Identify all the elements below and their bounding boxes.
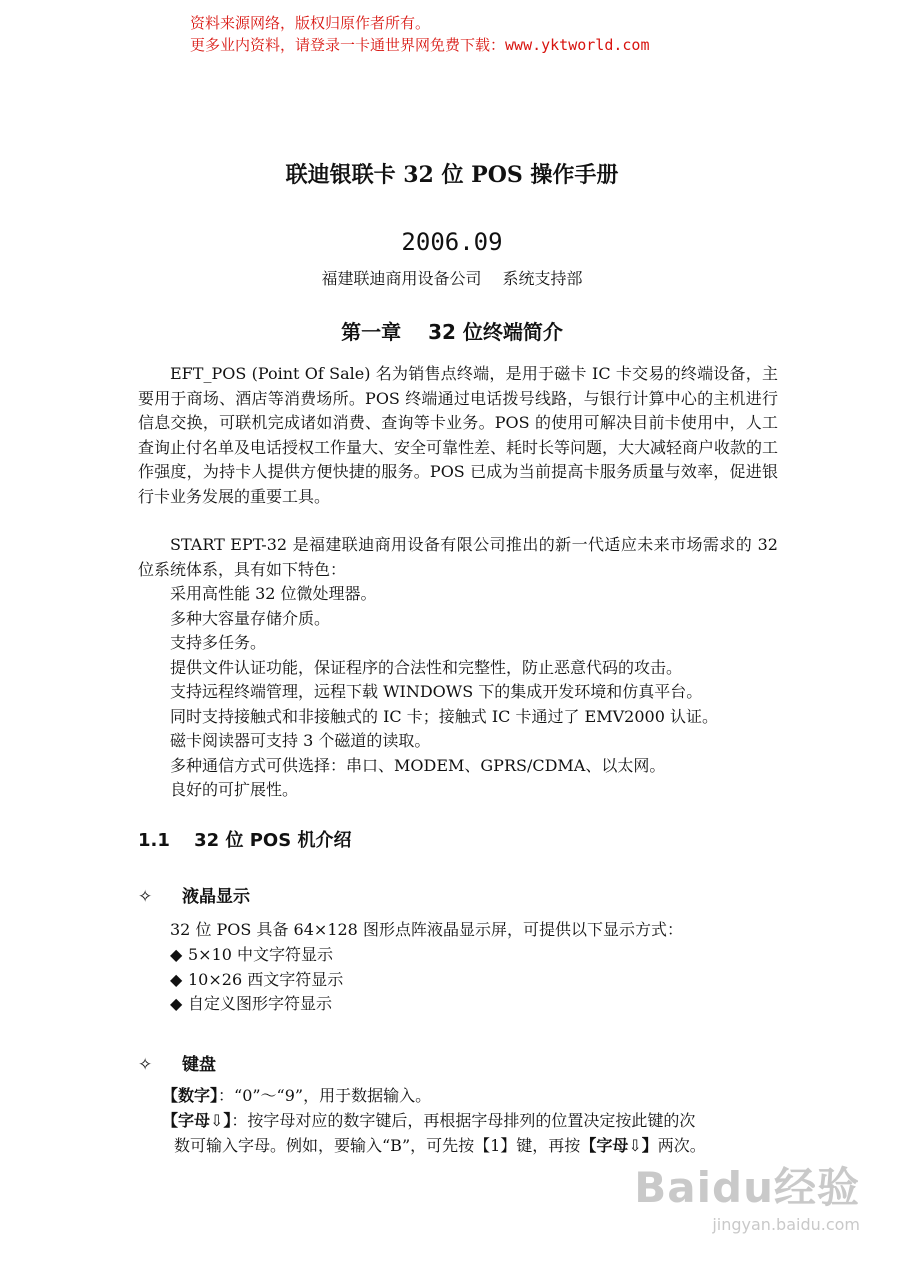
intro-text: EFT_POS (Point Of Sale) 名为销售点终端，是用于磁卡 IC 卡交易的终端设备，主要用于商场、酒店等消费场所。POS 终端通过电话拨号线路，与银行计算中心的主机进行信息交换，可联机完成诸如消费、查询等卡业务。POS 的使用可解决目前卡使用中，人工查询止付名单及电话授权工作量大、安全可靠性差、耗时长等问题，大大减轻商户收款的工作强度，为持卡人提供方便快捷的服务。POS 已成为当前提高卡服务质量与效率，促进银行卡业务发展的重要工具。 (138, 364, 779, 506)
number-key-line (162, 1084, 431, 1109)
diamond-outline-icon: ✧ (138, 1055, 153, 1075)
bullet-diamond-icon: ◆ (170, 945, 183, 964)
alpha-key-desc: ：按字母对应的数字键后，再根据字母排列的位置决定按此键的次 (231, 1111, 696, 1130)
lcd-description: 32 位 POS 具备 64×128 图形点阵液晶显示屏，可提供以下显示方式： (170, 920, 683, 939)
feature-item: 多种大容量存储介质。 (170, 608, 331, 628)
number-key-desc: ：“0”～“9”，用于数据输入。 (218, 1086, 432, 1105)
bullet-diamond-icon: ◆ (170, 969, 183, 989)
keyboard-heading-label: 键盘 (182, 1055, 216, 1075)
list-item (170, 968, 343, 993)
alpha-key-line-2 (174, 1134, 706, 1159)
list-item (170, 992, 343, 1017)
diamond-outline-icon: ✧ (138, 887, 153, 907)
feature-item: 良好的可扩展性。 (170, 780, 299, 799)
feature-item: 提供文件认证功能，保证程序的合法性和完整性，防止恶意代码的攻击。 (170, 657, 683, 677)
baidu-jingyan-watermark (634, 1155, 860, 1234)
number-key-label: 【数字】 (162, 1086, 219, 1105)
bullet-diamond-icon: ◆ (170, 994, 183, 1013)
lcd-mode-label: 5×10 中文字符显示 (188, 945, 334, 964)
document-date: 2006.09 (401, 228, 503, 256)
feature-item: 采用高性能 32 位微处理器。 (170, 584, 377, 603)
source-notice-line1: 资料来源网络，版权归原作者所有。 (190, 14, 431, 32)
watermark-logo: Baidu经验 (634, 1163, 860, 1212)
section-1-1-title: 1.1 32 位 POS 机介绍 (138, 830, 352, 851)
feature-item: 多种通信方式可供选择：串口、MODEM、GPRS/CDMA、以太网。 (170, 755, 666, 775)
list-item (170, 943, 343, 968)
feature-item: 支持多任务。 (170, 633, 267, 652)
keyboard-heading (138, 1050, 216, 1075)
lcd-mode-label: 10×26 西文字符显示 (188, 969, 344, 989)
start-text: START EPT-32 是福建联迪商用设备有限公司推出的新一代适应未来市场需求的 32 位系统体系，具有如下特色： (138, 535, 778, 579)
lcd-heading-label: 液晶显示 (182, 887, 250, 907)
start-paragraph (138, 533, 778, 582)
lcd-mode-label: 自定义图形字符显示 (188, 994, 333, 1013)
alpha-key-label-2: 【字母⇩】 (580, 1136, 658, 1155)
intro-paragraph (138, 362, 778, 509)
document-organization: 福建联迪商用设备公司 系统支持部 (321, 269, 583, 288)
lcd-mode-list (170, 943, 343, 1017)
alpha-key-line (162, 1109, 695, 1134)
chapter-title: 第一章 32 位终端简介 (341, 320, 563, 344)
source-notice-line2: 更多业内资料，请登录一卡通世界网免费下载：www.yktworld.com (190, 36, 650, 54)
lcd-heading (138, 882, 250, 907)
feature-item: 支持远程终端管理，远程下载 WINDOWS 下的集成开发环境和仿真平台。 (170, 682, 703, 701)
alpha-key-desc-2b: 两次。 (657, 1136, 706, 1155)
alpha-key-label: 【字母⇩】 (162, 1111, 232, 1130)
watermark-url: jingyan.baidu.com (712, 1215, 860, 1234)
feature-item: 磁卡阅读器可支持 3 个磁道的读取。 (170, 731, 431, 750)
feature-list (170, 582, 718, 803)
feature-item: 同时支持接触式和非接触式的 IC 卡；接触式 IC 卡通过了 EMV2000 认证。 (170, 706, 718, 726)
document-title: 联迪银联卡 32 位 POS 操作手册 (285, 162, 619, 188)
alpha-key-desc-2a: 数可输入字母。例如，要输入“B”，可先按【1】键，再按 (174, 1136, 581, 1155)
